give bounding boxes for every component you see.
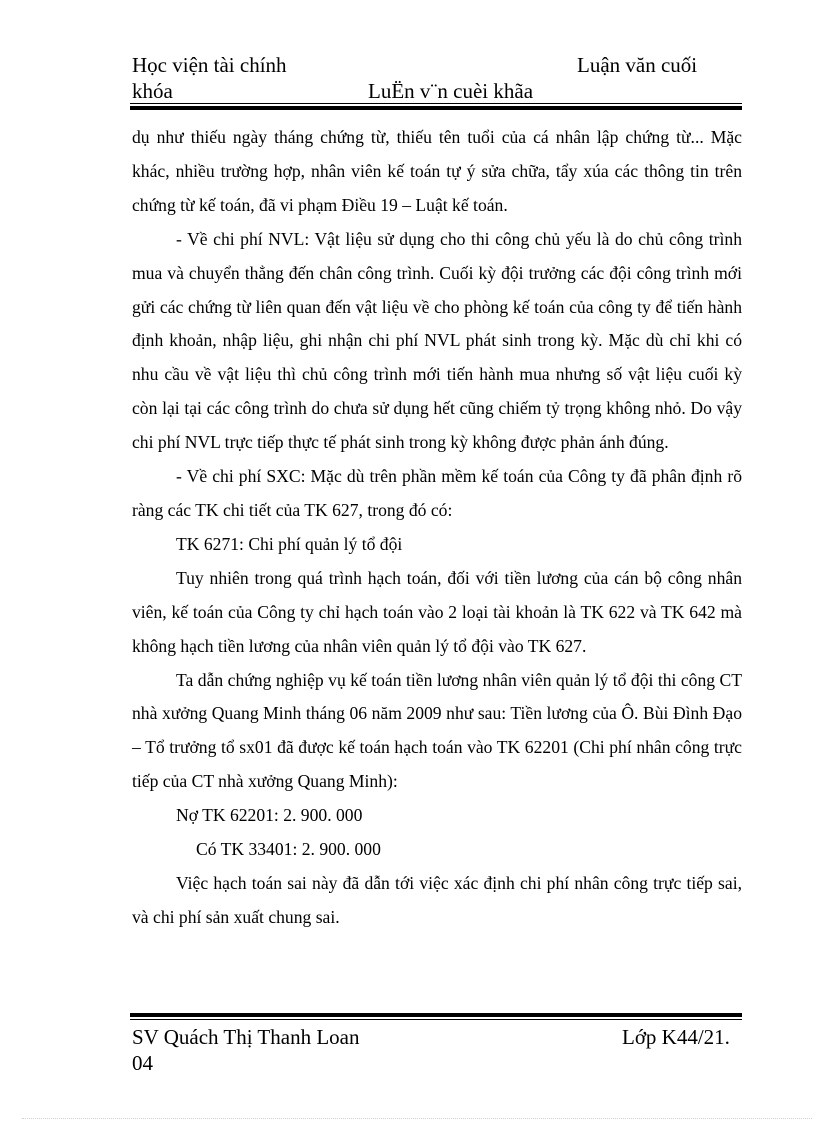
footer-class: Lớp K44/21.: [622, 1025, 730, 1049]
paragraph-nvl: - Về chi phí NVL: Vật liệu sử dụng cho thi công chủ yếu là do chủ công trình mua và chuyển thẳng đến chân công trình. Cuối kỳ đội trưởng các đội công trình mới gửi các chứng từ liên quan đến vật liệu về cho phòng kế toán của công ty để tiến hành định khoản, nhập liệu, ghi nhận chi phí NVL phát sinh trong kỳ. Mặc dù chỉ khi có nhu cầu về vật liệu thì chủ công trình mới tiến hành mua nhưng số vật liệu cuối kỳ còn lại tại các công trình do chưa sử dụng hết cũng chiếm tỷ trọng không nhỏ. Do vậy chi phí NVL trực tiếp thực tế phát sinh trong kỳ không được phản ánh đúng.: [132, 228, 742, 453]
header-school-cont: khóa: [132, 79, 173, 103]
paragraph-conclusion: Việc hạch toán sai này đã dẫn tới việc xác định chi phí nhân công trực tiếp sai, và chi phí sản xuất chung sai.: [132, 872, 742, 927]
header-title: Luận văn cuối: [577, 53, 698, 77]
header-title-garbled: LuËn v¨n cuèi khãa: [368, 79, 534, 103]
paragraph-sxc: - Về chi phí SXC: Mặc dù trên phần mềm kế toán của Công ty đã phân định rõ ràng các TK chi tiết của TK 627, trong đó có:: [132, 466, 742, 520]
page-edge-dots: [22, 1118, 812, 1119]
journal-debit: Nợ TK 62201: 2. 900. 000: [176, 805, 363, 826]
page-body: [132, 121, 742, 935]
footer-student: SV Quách Thị Thanh Loan: [132, 1025, 360, 1049]
footer-class-cont: 04: [132, 1051, 153, 1075]
account-6271-line: TK 6271: Chi phí quản lý tổ đội: [176, 533, 403, 554]
paragraph-example: Ta dẫn chứng nghiệp vụ kế toán tiền lương nhân viên quản lý tổ đội thi công CT nhà xưởng Quang Minh tháng 06 năm 2009 như sau: Tiền lương của Ô. Bùi Đình Đạo – Tổ trưởng tổ sx01 đã được kế toán hạch toán vào TK 62201 (Chi phí nhân công trực tiếp của CT nhà xưởng Quang Minh):: [132, 669, 742, 792]
header-rule-thin: [130, 103, 742, 104]
header-rule-thick: [130, 106, 742, 110]
header-school: Học viện tài chính: [132, 53, 287, 77]
journal-credit: Có TK 33401: 2. 900. 000: [196, 839, 381, 860]
paragraph-1: dụ như thiếu ngày tháng chứng từ, thiếu tên tuổi của cá nhân lập chứng từ... Mặc khác, nhiều trường hợp, nhân viên kế toán tự ý sửa chữa, tẩy xúa các thông tin trên chứng từ kế toán, đã vi phạm Điều 19 – Luật kế toán.: [132, 127, 742, 215]
paragraph-salary: Tuy nhiên trong quá trình hạch toán, đối với tiền lương của cán bộ công nhân viên, kế toán của Công ty chỉ hạch toán vào 2 loại tài khoản là TK 622 và TK 642 mà không hạch tiền lương của nhân viên quản lý tổ đội vào TK 627.: [132, 567, 742, 656]
footer-rule-thick: [130, 1013, 742, 1017]
footer-rule-thin: [130, 1019, 742, 1020]
